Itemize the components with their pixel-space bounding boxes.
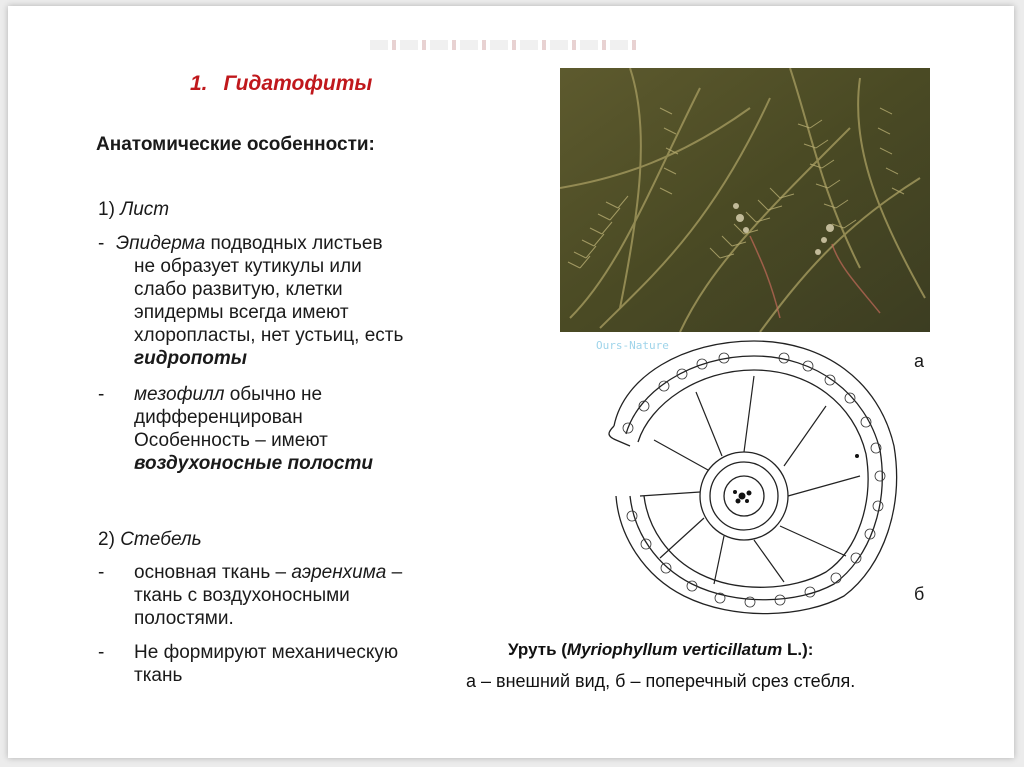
caption-post: L.): xyxy=(782,640,814,659)
ground-post: – xyxy=(386,562,403,583)
stem-number: 2) xyxy=(98,529,115,550)
leaf-subheading xyxy=(98,198,169,221)
epidermis-line-6: гидропоты xyxy=(134,348,248,369)
slide-title xyxy=(190,72,372,96)
bullet-dash: - xyxy=(98,233,105,254)
bullet-dash: - xyxy=(98,562,105,583)
ground-term: аэренхима xyxy=(291,562,387,583)
ground-line-1 xyxy=(134,561,402,584)
stem-label: Стебель xyxy=(120,529,202,550)
epidermis-line-2: не образует кутикулы или xyxy=(134,256,362,277)
section-heading: Анатомические особенности: xyxy=(96,134,375,155)
bullet-dash: - xyxy=(98,642,105,663)
mech-line-2: ткань xyxy=(134,665,183,686)
caption-species: Myriophyllum verticillatum xyxy=(566,640,783,659)
epidermis-line-5: хлоропласты, нет устьиц, есть xyxy=(134,325,404,346)
ground-line-3: полостями. xyxy=(134,608,234,629)
caption-pre: Уруть ( xyxy=(508,640,567,659)
ground-line-2: ткань с воздухоносными xyxy=(134,585,350,606)
cross-section-drawing xyxy=(604,336,904,618)
epidermis-line-3: слабо развитую, клетки xyxy=(134,279,343,300)
mesophyll-line1-rest: обычно не xyxy=(224,384,323,405)
label-b: б xyxy=(914,584,925,604)
title-text: Гидатофиты xyxy=(223,72,373,95)
mesophyll-term: мезофилл xyxy=(134,384,225,405)
epidermis-term: Эпидерма xyxy=(116,233,206,254)
mech-line-1: Не формируют механическую xyxy=(134,642,399,663)
photo-watermark: Ours-Nature xyxy=(596,339,669,352)
mesophyll-line-3: Особенность – имеют xyxy=(134,430,328,451)
figure-caption-title xyxy=(508,640,813,660)
stem-subheading xyxy=(98,528,202,551)
figure-caption-detail: а – внешний вид, б – поперечный срез стебля. xyxy=(466,671,856,691)
epidermis-line1-rest: подводных листьев xyxy=(205,233,383,254)
bullet-dash: - xyxy=(98,384,105,405)
title-number: 1. xyxy=(190,72,208,95)
plant-photo-drawing xyxy=(560,68,930,332)
mesophyll-line-4: воздухоносные полости xyxy=(134,453,373,474)
epidermis-line-1 xyxy=(116,232,383,255)
faded-header-decoration xyxy=(370,40,640,50)
leaf-label: Лист xyxy=(120,199,170,220)
epidermis-line-4: эпидермы всегда имеют xyxy=(134,302,349,323)
plant-photo xyxy=(560,68,930,332)
label-a: а xyxy=(914,351,925,371)
leaf-number: 1) xyxy=(98,199,115,220)
mesophyll-line-1 xyxy=(134,383,322,406)
mesophyll-line-2: дифференцирован xyxy=(134,407,303,428)
stem-cross-section-diagram xyxy=(604,336,904,618)
ground-pre: основная ткань – xyxy=(134,562,292,583)
